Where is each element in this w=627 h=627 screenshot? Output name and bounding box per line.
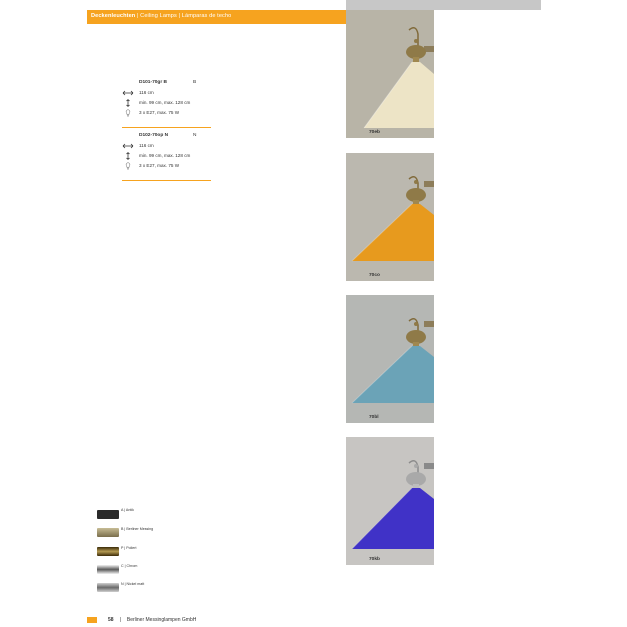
title-primary: Deckenleuchten: [91, 13, 136, 19]
height-arrow-icon: [122, 99, 134, 107]
height-row: [122, 100, 212, 108]
bulb-row: [122, 163, 212, 171]
orange-divider: [122, 180, 211, 181]
width-value: 116 cm: [139, 143, 154, 148]
finish-swatch-berliner-messing: [97, 528, 119, 537]
product-photo-2: [346, 153, 434, 281]
width-arrow-icon: [122, 89, 134, 97]
finish-label: B | Berliner Messing: [121, 527, 154, 531]
title-secondary: | Ceiling Lamps | Lámparas de techo: [135, 13, 232, 19]
lamp-shade-image: [346, 295, 434, 423]
width-arrow-icon: [122, 142, 134, 150]
height-row: [122, 153, 212, 161]
finish-label: P | Poliert: [121, 546, 137, 550]
photo-caption: 70kb: [369, 557, 380, 562]
footer: [108, 617, 196, 623]
bulb-icon: [122, 162, 134, 170]
finish-swatch-nickel-matt: [97, 583, 119, 592]
lamp-shade-image: [346, 153, 434, 281]
product-photo-3: [346, 295, 434, 423]
product-code: D101-70gr B: [139, 80, 167, 85]
finish-swatch-chrom: [97, 565, 119, 574]
bulb-row: [122, 110, 212, 118]
photo-caption: 70bl: [369, 415, 379, 420]
photo-caption: 70eb: [369, 130, 380, 135]
height-value: min. 99 cm, max. 128 cm: [139, 153, 191, 158]
finish-label: N | Nickel matt: [121, 582, 145, 586]
product-spec-1: [122, 80, 212, 130]
orange-divider: [122, 127, 211, 128]
company-name: Berliner Messinglampen GmbH: [126, 617, 197, 623]
finish-label: A | Antik: [121, 508, 134, 512]
top-gray-band: [346, 0, 541, 10]
product-photo-1: [346, 10, 434, 138]
finish-letter: B: [193, 80, 197, 85]
height-value: min. 99 cm, max. 128 cm: [139, 100, 191, 105]
bulb-value: 3 x E27, max. 75 W: [139, 110, 180, 115]
lamp-shade-image: [346, 10, 434, 138]
height-arrow-icon: [122, 152, 134, 160]
bulb-icon: [122, 109, 134, 117]
lamp-shade-image: [346, 437, 434, 565]
bulb-value: 3 x E27, max. 75 W: [139, 163, 180, 168]
product-spec-2: [122, 133, 212, 183]
footer-separator: |: [119, 617, 121, 623]
finish-swatch-antik: [97, 510, 119, 519]
finish-label: C | Chrom: [121, 564, 138, 568]
width-row: [122, 90, 212, 98]
finish-swatch-poliert: [97, 547, 119, 556]
header-bar: [87, 10, 346, 24]
page-number: 58: [108, 617, 114, 623]
product-photo-4: [346, 437, 434, 565]
width-value: 116 cm: [139, 90, 154, 95]
page-title: [91, 13, 231, 19]
footer-marker: [87, 617, 97, 623]
finish-letter: N: [193, 133, 197, 138]
product-code: D102-70op N: [139, 133, 169, 138]
photo-caption: 70co: [369, 273, 380, 278]
width-row: [122, 143, 212, 151]
